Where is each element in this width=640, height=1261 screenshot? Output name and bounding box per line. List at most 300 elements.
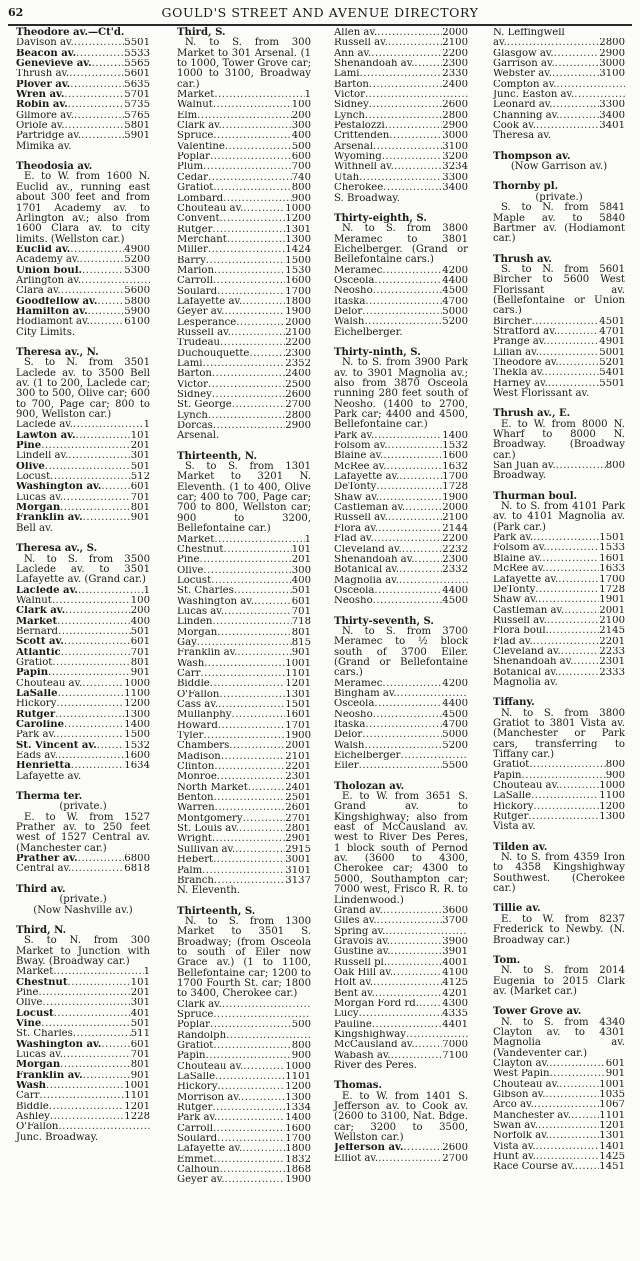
cross-street-row	[177, 411, 311, 421]
cross-street-name: St. George	[177, 400, 232, 411]
house-number: 500	[291, 141, 311, 152]
cross-street-name: DeTonty	[493, 584, 536, 595]
cross-street-row	[16, 286, 150, 296]
cross-street-row	[177, 1165, 311, 1175]
cross-street-name: Sidney	[177, 390, 212, 401]
cross-street-row	[16, 121, 150, 131]
house-number: 1	[304, 534, 311, 545]
cross-street-row	[177, 783, 311, 793]
cross-street-name: Compton av.	[493, 79, 557, 90]
cross-street-name: Morgan	[16, 503, 61, 514]
cross-street-name: Rutger	[16, 709, 56, 720]
cross-street-row	[177, 194, 311, 204]
cross-street-row	[16, 586, 150, 596]
house-number: 800	[291, 1041, 311, 1051]
street-description: N. to S. from 3800 Gratiot to 3801 Vista av. (Manchester or Park cars, transferring to Tiffany car.)	[493, 707, 625, 760]
cross-street-row	[493, 543, 625, 553]
house-number: 1900	[285, 307, 311, 318]
house-number: 1200	[285, 214, 311, 225]
house-number: 601	[130, 637, 150, 648]
leader-dots	[221, 752, 285, 762]
cross-street-row	[334, 1020, 468, 1030]
leader-dots	[387, 958, 442, 968]
cross-street-name: Shenandoah av.	[334, 59, 415, 70]
cross-street-name: Spruce	[177, 1009, 214, 1020]
cross-street-name: McRee av.	[334, 461, 387, 472]
leader-dots	[70, 245, 124, 255]
cross-street-row	[493, 771, 625, 781]
house-number: 1	[143, 967, 150, 978]
cross-street-row	[177, 90, 311, 100]
cross-street-name: Lafayette av.	[177, 296, 243, 307]
street-terminus: Broadway.	[493, 470, 547, 482]
leader-dots	[382, 266, 442, 276]
cross-street-row	[493, 564, 625, 574]
cross-street-row	[177, 131, 311, 141]
leader-dots	[535, 585, 599, 595]
house-number: 718	[291, 617, 311, 628]
leader-dots	[547, 616, 599, 626]
house-number: 1300	[285, 234, 311, 245]
leader-dots	[41, 441, 131, 451]
cross-street-name: Market	[16, 616, 58, 627]
house-number: 2600	[442, 1143, 468, 1154]
cross-street-row	[493, 49, 625, 59]
house-number: 5200	[124, 255, 150, 266]
cross-street-row	[177, 1175, 311, 1185]
cross-street-name: Valentine	[177, 141, 225, 152]
cross-street-name: Oriole av.	[16, 121, 65, 132]
cross-street-name: Gratiot	[16, 657, 53, 668]
cross-street-name: Neosho	[334, 286, 373, 297]
cross-street-name: Chouteau av.	[177, 1061, 244, 1072]
house-number: 100	[130, 595, 150, 606]
house-number: 900	[291, 1051, 311, 1062]
leader-dots	[223, 194, 292, 204]
house-number: 4200	[442, 265, 468, 276]
house-number: 815	[291, 637, 311, 648]
cross-street-row	[16, 1112, 150, 1122]
cross-street-name: Chestnut	[177, 544, 224, 555]
cross-street-name: Vista av.	[493, 1141, 536, 1152]
house-number: 701	[291, 606, 311, 617]
house-number: 2100	[599, 615, 625, 626]
cross-street-row	[16, 988, 150, 998]
cross-street-row	[177, 628, 311, 638]
house-number: 3234	[442, 162, 468, 173]
cross-street-name: McRee av.	[493, 564, 546, 575]
cross-street-name: Hickory	[177, 1082, 218, 1093]
leader-dots	[48, 668, 131, 678]
cross-street-name: Biddle	[177, 679, 210, 690]
cross-street-name: Atlantic	[16, 647, 61, 658]
house-number: 3001	[285, 855, 311, 866]
cross-street-name: Gravois av.	[334, 936, 391, 947]
cross-street-name: Randolph	[177, 1030, 227, 1041]
cross-street-row	[177, 1010, 311, 1020]
house-number: 200	[291, 110, 311, 121]
cross-street-name: Russell av.	[177, 327, 231, 338]
leader-dots	[88, 307, 125, 317]
cross-street-row	[334, 958, 468, 968]
street-note: (private.)	[535, 191, 583, 203]
cross-street-name: Wabash av.	[334, 1050, 391, 1061]
leader-dots	[64, 720, 124, 730]
cross-street-name: Ashley	[16, 1112, 50, 1123]
house-number: 3300	[599, 100, 625, 111]
house-number: 1700	[285, 286, 311, 297]
leader-dots	[61, 286, 125, 296]
street-entry	[493, 904, 625, 945]
street-description: E. to W. from 1527 Prather av. to 250 feet west of 1527 Central av. (Manchester car.)	[16, 811, 150, 854]
cross-street-row	[493, 1069, 625, 1079]
cross-street-name: Locust	[177, 575, 212, 586]
cross-street-name: Prange av.	[493, 337, 547, 348]
leader-dots	[375, 989, 442, 999]
cross-street-name: Gratiot	[177, 1041, 214, 1051]
leader-dots	[365, 111, 442, 121]
cross-street-name: Hebert	[177, 855, 214, 866]
leader-dots	[76, 49, 124, 59]
cross-street-row	[493, 111, 625, 121]
leader-dots	[229, 741, 285, 751]
house-number: 1500	[124, 730, 150, 741]
leader-dots	[564, 606, 599, 616]
cross-street-row	[493, 606, 625, 616]
house-number: 201	[130, 441, 150, 452]
leader-dots	[393, 968, 442, 978]
cross-street-name: Walsh	[334, 740, 365, 751]
cross-street-name: Walsh	[334, 317, 365, 328]
house-number: 5000	[442, 730, 468, 741]
cross-street-row	[16, 1060, 150, 1070]
cross-street-row	[334, 173, 468, 183]
house-number: 1000	[124, 678, 150, 689]
cross-street-name: Lafayette av.	[493, 574, 559, 585]
leader-dots	[538, 595, 599, 605]
street-description: E. to W. from 3651 S. Grand av. to Kingshighway; also from east of McCausland av. west to River Des Peres, 1 block south of Pernod av. (3600 to 4300, Cherokee car; 4300 to 5000, Southampton car; 7000 west, Frisco R. R. to Lindenwood.)	[334, 791, 468, 906]
leader-dots	[374, 431, 442, 441]
house-number: 300	[291, 121, 311, 132]
house-number: 1900	[442, 492, 468, 503]
street-entry	[334, 28, 468, 204]
street-description: S. to N. from 5601 Bircher to 5600 West Florissant av. (Bellefontaine or Union cars.)	[493, 263, 625, 317]
cross-street-row	[177, 855, 311, 865]
street-entry	[16, 348, 150, 534]
leader-dots	[215, 803, 286, 813]
leader-dots	[390, 937, 442, 947]
cross-street-name: Carr	[177, 668, 201, 679]
cross-street-name: Cedar	[177, 172, 209, 183]
cross-street-name: Union boul.	[16, 265, 83, 276]
leader-dots	[214, 266, 285, 276]
cross-street-row	[16, 1091, 150, 1101]
cross-street-row	[334, 142, 468, 152]
house-number: 400	[291, 575, 311, 586]
house-number: 1	[143, 420, 150, 431]
cross-street-name: Prather av.	[16, 854, 78, 865]
house-number: 1728	[442, 482, 468, 493]
cross-street-row	[177, 100, 311, 110]
leader-dots	[202, 866, 285, 876]
cross-street-name: Barry	[177, 255, 206, 266]
street-terminus: Junc. Broadway.	[16, 1131, 99, 1143]
cross-street-row	[334, 989, 468, 999]
leader-dots	[534, 1100, 600, 1110]
cross-street-row	[177, 369, 311, 379]
leader-dots	[561, 647, 600, 657]
leader-dots	[64, 637, 131, 647]
cross-street-name: Clark av.	[16, 606, 66, 617]
house-number: 2301	[285, 772, 311, 783]
house-number: 1001	[599, 1079, 625, 1090]
house-number: 1601	[599, 553, 625, 564]
street-terminus: N. Eleventh.	[177, 885, 241, 897]
cross-street-name: St. Charles	[177, 586, 234, 597]
house-number: 2400	[285, 369, 311, 380]
cross-street-name: av.	[493, 38, 507, 49]
house-number: 701	[130, 1049, 150, 1060]
cross-street-row	[334, 121, 468, 131]
cross-street-name: Barton	[334, 79, 369, 90]
house-number: 1501	[599, 533, 625, 544]
cross-street-row	[177, 1062, 311, 1072]
leader-dots	[224, 1175, 285, 1185]
leader-dots	[65, 606, 131, 616]
house-number: 1200	[124, 699, 150, 710]
cross-street-name: Castleman av.	[334, 503, 406, 514]
leader-dots	[82, 679, 124, 689]
cross-street-name: Norfolk av.	[493, 1131, 549, 1142]
leader-dots	[378, 524, 442, 534]
leader-dots	[218, 700, 285, 710]
leader-dots	[49, 1102, 125, 1112]
cross-street-row	[16, 1081, 150, 1091]
leader-dots	[414, 59, 442, 69]
cross-street-row	[177, 679, 311, 689]
cross-street-name: Robin av.	[16, 100, 68, 111]
house-number: 5701	[124, 90, 150, 101]
cross-street-row	[493, 59, 625, 69]
street-name: Thomas.	[334, 1080, 382, 1092]
cross-street-row	[16, 637, 150, 647]
leader-dots	[52, 658, 130, 668]
leader-dots	[41, 1019, 130, 1029]
house-number: 3300	[442, 172, 468, 183]
cross-street-row	[334, 699, 468, 709]
cross-street-row	[493, 80, 625, 90]
cross-street-row	[177, 1113, 311, 1123]
cross-street-row	[16, 1050, 150, 1060]
cross-street-row	[334, 100, 468, 110]
cross-street-name: Olive	[16, 461, 45, 472]
cross-street-name: Holt av.	[334, 978, 374, 989]
street-description: S. to N. from 5841 Maple av. to 5840 Bartmer av. (Hodiamont car.)	[493, 202, 625, 245]
house-number: 1201	[599, 1121, 625, 1131]
column-3	[334, 28, 468, 1174]
leader-dots	[208, 173, 292, 183]
leader-dots	[359, 1009, 443, 1019]
cross-street-row	[334, 49, 468, 59]
cross-street-row	[177, 659, 311, 669]
house-number: 901	[130, 668, 150, 679]
cross-street-name: Eichelberger	[334, 751, 401, 762]
leader-dots	[373, 710, 443, 720]
cross-street-row	[177, 121, 311, 131]
house-number: 301	[130, 998, 150, 1009]
cross-street-name: Morgan	[177, 627, 218, 638]
leader-dots	[58, 627, 131, 637]
cross-street-name: Junc. Easton av.	[493, 90, 575, 101]
cross-street-row	[334, 503, 468, 513]
cross-street-name: Delor	[334, 306, 363, 317]
leader-dots	[545, 564, 599, 574]
cross-street-row	[16, 59, 150, 69]
cross-street-row	[177, 307, 311, 317]
leader-dots	[383, 451, 442, 461]
cross-street-row	[16, 627, 150, 637]
house-number: 3900	[442, 936, 468, 947]
leader-dots	[213, 276, 285, 286]
house-number: 1901	[599, 595, 625, 606]
cross-street-row	[493, 358, 625, 368]
street-terminus: S. Broadway.	[334, 192, 400, 204]
house-number: 901	[130, 513, 150, 524]
cross-street-name: Lucas av.	[16, 492, 63, 503]
street-terminus: Lafayette av.	[16, 770, 82, 782]
cross-street-row	[334, 69, 468, 79]
cross-street-name: Walnut	[16, 595, 52, 606]
cross-street-row	[16, 699, 150, 709]
house-number: 3400	[442, 183, 468, 194]
cross-street-row	[493, 1142, 625, 1152]
cross-street-row	[177, 545, 311, 555]
leader-dots	[555, 59, 600, 69]
leader-dots	[232, 400, 286, 410]
cross-street-row	[16, 864, 150, 874]
cross-street-name: Chouteau av.	[493, 1079, 560, 1090]
house-number: 5600	[124, 286, 150, 297]
cross-street-row	[16, 266, 150, 276]
house-number: 3100	[442, 141, 468, 152]
leader-dots	[215, 1072, 285, 1082]
cross-street-name: Folsom av.	[334, 441, 388, 452]
house-number: 1868	[285, 1165, 311, 1176]
cross-street-name: Morrison av.	[177, 1092, 241, 1103]
cross-street-name: Vine	[16, 1018, 42, 1029]
leader-dots	[214, 1155, 286, 1165]
cross-street-name: Lucas av.	[177, 606, 224, 617]
leader-dots	[243, 1062, 285, 1072]
cross-street-name: Gratiot	[177, 183, 214, 194]
cross-street-name: Allen av.	[334, 28, 378, 38]
leader-dots	[208, 380, 285, 390]
cross-street-row	[177, 669, 311, 679]
cross-street-name: Olive	[177, 565, 204, 576]
house-number: 1900	[285, 1175, 311, 1186]
cross-street-name: Lynch	[177, 410, 208, 421]
cross-street-row	[16, 69, 150, 79]
leader-dots	[101, 1040, 130, 1050]
leader-dots	[50, 1112, 124, 1122]
house-number: 801	[291, 627, 311, 638]
leader-dots	[68, 100, 125, 110]
house-number: 1228	[124, 1112, 150, 1123]
cross-street-name: Locust	[16, 1008, 54, 1019]
cross-street-row	[334, 441, 468, 451]
house-number: 1067	[599, 1100, 625, 1111]
cross-street-row	[177, 400, 311, 410]
cross-street-row	[16, 1029, 150, 1039]
house-number: 2915	[285, 844, 311, 855]
cross-street-row	[177, 803, 311, 813]
leader-dots	[213, 1041, 291, 1051]
house-number: 5565	[124, 59, 150, 70]
cross-street-row	[177, 607, 311, 617]
leader-dots	[69, 69, 124, 79]
leader-dots	[573, 657, 599, 667]
house-number: 601	[130, 482, 150, 493]
leader-dots	[385, 121, 443, 131]
house-number: 4100	[442, 967, 468, 978]
cross-street-row	[177, 597, 311, 607]
leader-dots	[213, 100, 292, 110]
leader-dots	[254, 597, 292, 607]
cross-street-row	[334, 1154, 468, 1164]
cross-street-name: Glasgow av.	[493, 48, 554, 59]
cross-street-name: Carr	[16, 1091, 40, 1102]
leader-dots	[549, 1131, 599, 1141]
cross-street-name: Branch	[177, 875, 214, 886]
cross-street-name: Ann av.	[334, 48, 372, 59]
cross-street-name: Bingham av.	[334, 688, 397, 699]
cross-street-name: Osceola	[334, 699, 375, 710]
street-name: Third av.	[16, 883, 66, 895]
cross-street-row	[493, 317, 625, 327]
cross-street-row	[177, 1144, 311, 1154]
cross-street-name: McCausland av.	[334, 1040, 415, 1051]
cross-street-name: Academy av.	[16, 255, 80, 266]
house-number: 5501	[599, 378, 625, 389]
leader-dots	[394, 162, 442, 172]
cross-street-row	[177, 276, 311, 286]
house-number: 4001	[442, 957, 468, 968]
street-entry	[334, 617, 468, 772]
house-number: 2001	[285, 741, 311, 752]
cross-street-row	[334, 90, 468, 100]
house-number: 4125	[442, 978, 468, 989]
cross-street-row	[334, 741, 468, 751]
house-number: 2500	[285, 379, 311, 390]
leader-dots	[212, 617, 291, 627]
cross-street-row	[177, 535, 311, 545]
cross-street-row	[177, 1155, 311, 1165]
cross-street-row	[177, 814, 311, 824]
house-number: 1728	[599, 584, 625, 595]
street-description: E. to W. from 1401 S. Jefferson av. to Cook av. (2600 to 3100, Nat. Bdge. car; 3200 to 3500, Wellston car.)	[334, 1090, 468, 1144]
leader-dots	[531, 791, 599, 801]
street-description: N. to S. from 4359 Iron to 4358 Kingshighway Southwest. (Cherokee car.)	[493, 852, 625, 895]
cross-street-name: Locust	[16, 472, 51, 483]
cross-street-row	[493, 348, 625, 358]
house-number: 301	[130, 451, 150, 462]
street-name: Thirty-ninth, S.	[334, 346, 421, 358]
house-number: 1832	[285, 1154, 311, 1165]
directory-columns	[16, 28, 632, 1253]
cross-street-row	[16, 90, 150, 100]
cross-street-name: Pine	[16, 441, 42, 452]
leader-dots	[400, 751, 468, 761]
